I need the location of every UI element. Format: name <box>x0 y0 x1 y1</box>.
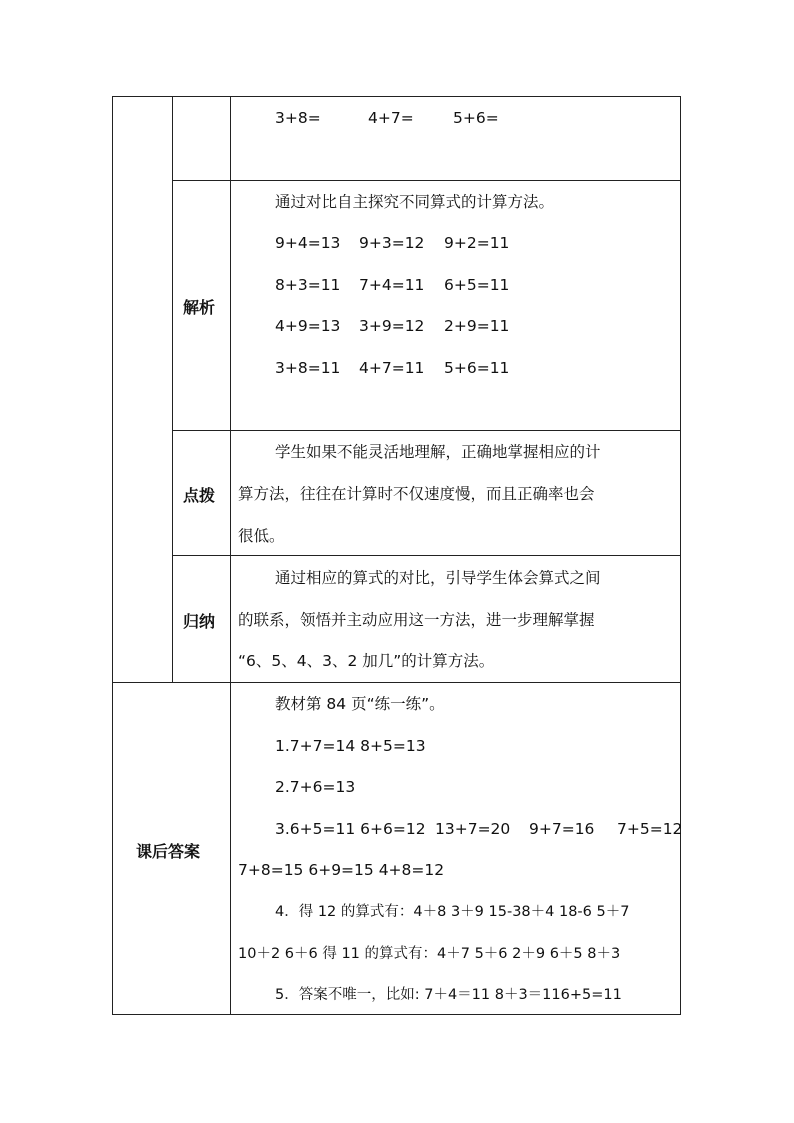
guina-line-1: 通过相应的算式的对比，引导学生体会算式之间 <box>275 569 601 587</box>
column-divider-1 <box>172 96 173 683</box>
guina-line-3: “6、5、4、3、2 加几”的计算方法。 <box>238 652 495 670</box>
jiexi-intro: 通过对比自主探究不同算式的计算方法。 <box>275 193 555 211</box>
dianbo-line-2: 算方法，往往在计算时不仅速度慢，而且正确率也会 <box>238 485 595 503</box>
jiexi-eq-2-2: 7+4=11 <box>359 276 425 294</box>
row-divider-3 <box>172 555 681 556</box>
guina-label: 归纳 <box>183 612 216 631</box>
jiexi-eq-1-2: 9+3=12 <box>359 234 425 252</box>
answers-line-1: 教材第 84 页“练一练”。 <box>275 695 445 713</box>
table-right-border <box>680 96 681 1015</box>
jiexi-label: 解析 <box>183 298 216 317</box>
answers-line-5: 7+8=15 6+9=15 4+8=12 <box>238 861 445 879</box>
answers-line-6: 4．得 12 的算式有：4＋8 3＋9 15-38＋4 18-6 5＋7 <box>275 904 630 920</box>
answers-line-3: 2.7+6=13 <box>275 778 356 796</box>
jiexi-eq-3-1: 4+9=13 <box>275 317 341 335</box>
column-divider-2 <box>230 96 231 1015</box>
answers-label: 课后答案 <box>136 842 201 861</box>
jiexi-eq-4-2: 4+7=11 <box>359 359 425 377</box>
answers-line-4-part-1: 3.6+5=11 6+6=12 <box>275 820 426 838</box>
dianbo-line-3: 很低。 <box>238 527 285 545</box>
jiexi-eq-2-3: 6+5=11 <box>444 276 510 294</box>
jiexi-eq-4-1: 3+8=11 <box>275 359 341 377</box>
answers-line-2: 1.7+7=14 8+5=13 <box>275 737 426 755</box>
jiexi-eq-1-3: 9+2=11 <box>444 234 510 252</box>
row-divider-2 <box>172 430 681 431</box>
table-bottom-border <box>112 1014 681 1015</box>
answers-line-4-part-3: 9+7=16 <box>529 820 595 838</box>
jiexi-eq-2-1: 8+3=11 <box>275 276 341 294</box>
section-divider <box>112 682 681 683</box>
answers-line-4-part-2: 13+7=20 <box>435 820 511 838</box>
equation-3-plus-8: 3+8= <box>275 109 321 127</box>
dianbo-line-1: 学生如果不能灵活地理解，正确地掌握相应的计 <box>275 443 601 461</box>
row-divider-1 <box>172 180 681 181</box>
dianbo-label: 点拨 <box>183 486 216 505</box>
jiexi-eq-3-2: 3+9=12 <box>359 317 425 335</box>
table-top-border <box>112 96 681 97</box>
equation-4-plus-7: 4+7= <box>368 109 414 127</box>
guina-line-2: 的联系，领悟并主动应用这一方法，进一步理解掌握 <box>238 611 595 629</box>
jiexi-eq-3-3: 2+9=11 <box>444 317 510 335</box>
jiexi-eq-1-1: 9+4=13 <box>275 234 341 252</box>
table-left-border <box>112 96 113 1015</box>
answers-line-4-part-4: 7+5=12 <box>617 820 683 838</box>
answers-line-7: 10＋2 6＋6 得 11 的算式有：4＋7 5＋6 2＋9 6＋5 8＋3 <box>238 946 621 962</box>
answers-line-8: 5．答案不唯一，比如: 7＋4＝11 8＋3＝116+5=11 <box>275 987 622 1003</box>
jiexi-eq-4-3: 5+6=11 <box>444 359 510 377</box>
equation-5-plus-6: 5+6= <box>453 109 499 127</box>
